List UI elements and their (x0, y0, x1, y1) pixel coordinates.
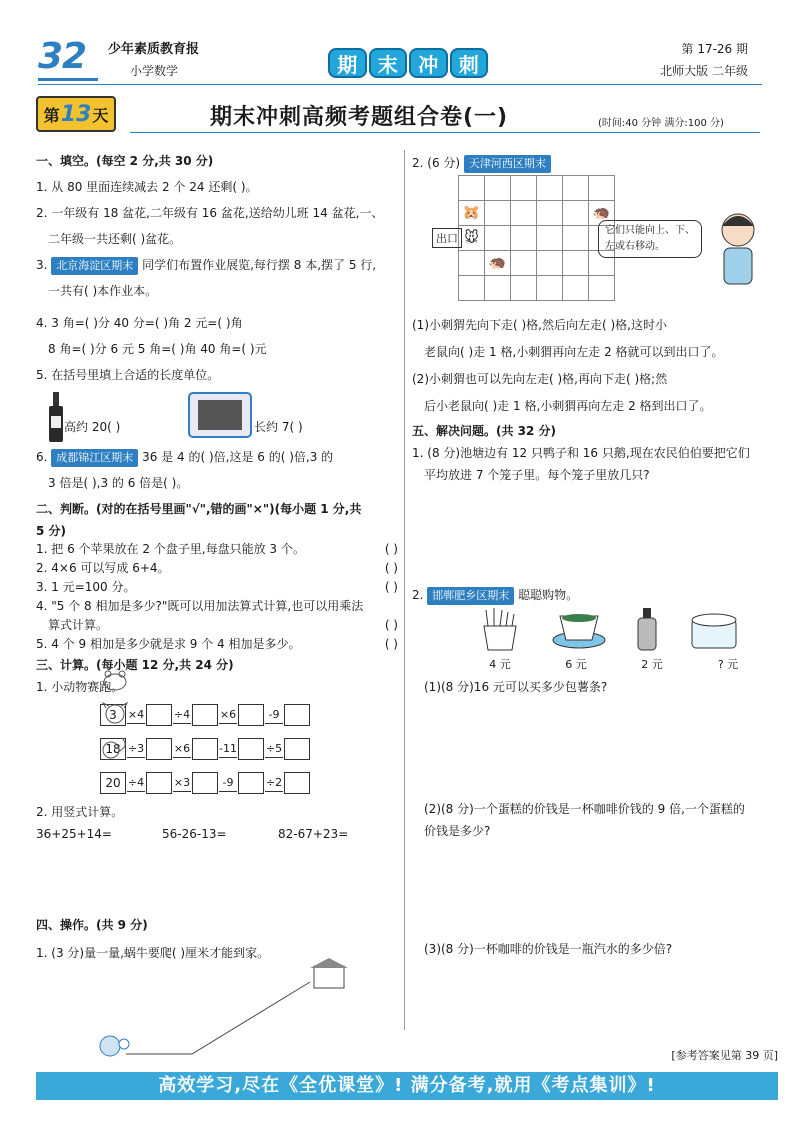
question: 1. (8 分)池塘边有 12 只鸭子和 16 只鹅,现在农民伯伯要把它们 (412, 446, 750, 460)
answer-box[interactable] (238, 738, 264, 760)
question: 2. 一年级有 18 盆花,二年级有 16 盆花,送给幼儿班 14 盆花,一、 (36, 206, 384, 220)
answer-box[interactable] (146, 738, 172, 760)
shop-items (474, 606, 742, 652)
question: 3 倍是( ),3 的 6 倍是( )。 (48, 476, 189, 490)
banner-char: 刺 (450, 48, 489, 78)
judge-item: 2. 4×6 可以写成 6+4。 ( ) (36, 561, 398, 575)
judge-item: 5. 4 个 9 相加是多少就是求 9 个 4 相加是多少。 ( ) (36, 637, 398, 651)
price-row (462, 656, 766, 672)
section-heading: 三、计算。(每小题 12 分,共 24 分) (36, 658, 234, 672)
judge-item: 3. 1 元=100 分。 ( ) (36, 580, 398, 594)
question: 6. 成都锦江区期末 36 是 4 的( )倍,这是 6 的( )倍,3 的 (36, 444, 398, 470)
price-label: 6 元 (565, 658, 587, 671)
issue-label: 第 17-26 期 (681, 42, 748, 56)
question: (1)小刺猬先向下走( )格,然后向左走( )格,这时小 (412, 318, 667, 332)
judge-item: 算式计算。 ( ) (48, 618, 398, 632)
answer-box[interactable] (238, 772, 264, 794)
calc-item: 56-26-13= (162, 827, 227, 841)
soda-bottle-icon (632, 606, 662, 652)
section-heading: 5 分) (36, 524, 67, 538)
question: 1. 小动物赛跑。 (36, 680, 124, 694)
question: 4. 3 角=( )分 40 分=( )角 2 元=( )角 (36, 316, 243, 330)
banner-char: 末 (369, 48, 408, 78)
question: 2. 用竖式计算。 (36, 805, 124, 819)
playing-card-icon (188, 392, 252, 438)
question: 二年级一共还剩( )盆花。 (48, 232, 182, 246)
banner-char: 冲 (409, 48, 448, 78)
start-box: 20 (100, 772, 126, 794)
header-divider (38, 84, 762, 85)
section-heading: 四、操作。(共 9 分) (36, 918, 148, 932)
calc-item: 82-67+23= (278, 827, 349, 841)
section-heading: 一、填空。(每空 2 分,共 30 分) (36, 154, 214, 168)
coffee-cup-icon (550, 606, 608, 652)
source-tag: 北京海淀区期末 (51, 257, 138, 275)
question: (2)(8 分)一个蛋糕的价钱是一杯咖啡价钱的 9 倍,一个蛋糕的 (424, 802, 745, 816)
edition-label: 北师大版 二年级 (660, 64, 748, 78)
boy-illustration (706, 210, 770, 290)
question: 3. 北京海淀区期末 同学们布置作业展览,每行摆 8 本,摆了 5 行, (36, 252, 398, 278)
question: 2. (6 分) 天津河西区期末 (412, 154, 551, 173)
left-column (36, 148, 398, 844)
animal-icon (100, 736, 130, 762)
answer-reference: [参考答案见第 39 页] (671, 1049, 778, 1062)
fries-icon (474, 606, 526, 652)
question: 后小老鼠向( )走 1 格,小刺猬再向左走 2 格到出口了。 (424, 399, 712, 413)
question: 价钱是多少? (424, 824, 491, 838)
question: 1. (3 分)量一量,蜗牛要爬( )厘米才能到家。 (36, 946, 270, 960)
animal-icon (100, 702, 130, 730)
answer-box[interactable] (284, 704, 310, 726)
question: (1)(8 分)16 元可以买多少包薯条? (424, 680, 608, 694)
answer-box[interactable] (192, 704, 218, 726)
right-column (412, 312, 778, 486)
answer-box[interactable] (146, 772, 172, 794)
race-chain: 3 ×4 ÷4 ×6 -9 (100, 702, 398, 728)
source-tag: 成都锦江区期末 (51, 449, 138, 467)
question: 8 角=( )分 6 元 5 角=( )角 40 角=( )元 (48, 342, 267, 356)
race-chains (36, 702, 398, 796)
answer-box[interactable] (238, 704, 264, 726)
price-label: 2 元 (641, 658, 663, 671)
answer-box[interactable] (146, 704, 172, 726)
question: 老鼠向( )走 1 格,小刺猬再向左走 2 格就可以到出口了。 (424, 345, 724, 359)
question: 2. 邯郸肥乡区期末 聪聪购物。 (412, 586, 578, 605)
title-divider (130, 132, 760, 133)
question: (2)小刺猬也可以先向左走( )格,再向下走( )格;然 (412, 372, 668, 386)
banner (328, 48, 488, 78)
day-badge: 第 13 天 (36, 96, 116, 132)
start-box: 3 (100, 704, 126, 726)
judge-item: 1. 把 6 个苹果放在 2 个盘子里,每盘只能放 3 个。 ( ) (36, 542, 398, 556)
question: 平均放进 7 个笼子里。每个笼子里放几只? (424, 468, 650, 482)
question: 一共有( )本作业本。 (48, 284, 158, 298)
answer-box[interactable] (284, 738, 310, 760)
footer-banner: 高效学习,尽在《全优课堂》! 满分备考,就用《考点集训》! (36, 1072, 778, 1100)
speech-bubble: 它们只能向上、下、左或右移动。 (598, 220, 702, 258)
source-tag: 邯郸肥乡区期末 (427, 587, 514, 605)
height-answer: 高约 20( ) (64, 420, 121, 434)
column-divider (404, 150, 405, 1030)
calc-row (36, 824, 398, 844)
question: (3)(8 分)一杯咖啡的价钱是一瓶汽水的多少倍? (424, 942, 673, 956)
maze-grid: 🐹 🦔 🐭 🦔 (458, 175, 615, 301)
page-title: 期末冲刺高频考题组合卷(一) (210, 105, 509, 130)
cake-icon (686, 606, 742, 652)
race-chain: 20 ÷4 ×3 -9 ÷2 (100, 770, 398, 796)
subject-label: 小学数学 (130, 64, 179, 78)
answer-box[interactable] (284, 772, 310, 794)
exam-meta: (时间:40 分钟 满分:100 分) (598, 118, 724, 129)
answer-box[interactable] (192, 738, 218, 760)
section-heading: 二、判断。(对的在括号里画"√",错的画"×")(每小题 1 分,共 (36, 502, 362, 516)
banner-char: 期 (328, 48, 367, 78)
bottle-icon (48, 392, 64, 442)
exit-label: 出口 (432, 228, 462, 248)
question: 5. 在括号里填上合适的长度单位。 (36, 368, 220, 382)
length-answer: 长约 7( ) (254, 420, 303, 434)
snail-path-diagram (96, 958, 366, 1058)
calc-item: 36+25+14= (36, 827, 112, 841)
paper-name: 少年素质教育报 (108, 42, 200, 57)
judge-item: 4. "5 个 8 相加是多少?"既可以用加法算式计算,也可以用乘法 (36, 599, 364, 613)
section-heading: 五、解决问题。(共 32 分) (412, 424, 557, 438)
race-chain: 18 ÷3 ×6 -11 ÷5 (100, 736, 398, 762)
page-number: 32 (38, 36, 86, 77)
price-label: ? 元 (717, 658, 739, 671)
question: 1. 从 80 里面连续减去 2 个 24 还剩( )。 (36, 180, 258, 194)
answer-box[interactable] (192, 772, 218, 794)
price-label: 4 元 (489, 658, 511, 671)
source-tag: 天津河西区期末 (464, 155, 551, 173)
start-box: 18 (100, 738, 126, 760)
animal-icon (100, 668, 130, 692)
